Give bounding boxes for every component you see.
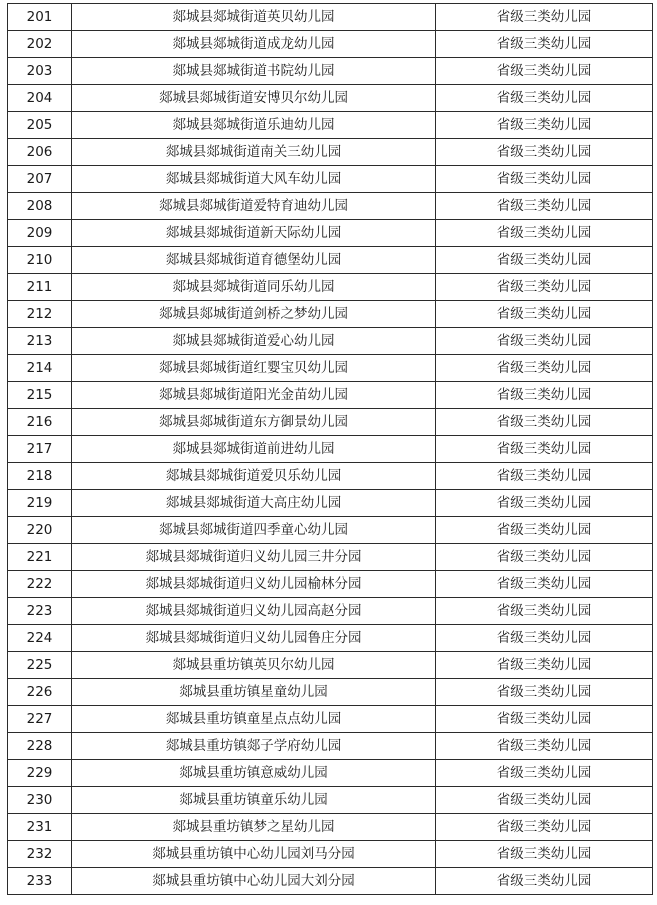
row-number-cell: 219	[8, 490, 72, 517]
table-row	[8, 409, 653, 436]
row-number-cell: 222	[8, 571, 72, 598]
kindergarten-name-cell: 郯城县重坊镇郯子学府幼儿园	[72, 733, 436, 760]
kindergarten-name-cell: 郯城县重坊镇中心幼儿园刘马分园	[72, 841, 436, 868]
row-number-cell: 216	[8, 409, 72, 436]
page-bottom-edge	[0, 896, 657, 905]
kindergarten-level-cell: 省级三类幼儿园	[436, 436, 653, 463]
row-number-cell: 232	[8, 841, 72, 868]
row-number-cell: 229	[8, 760, 72, 787]
kindergarten-level-cell: 省级三类幼儿园	[436, 841, 653, 868]
kindergarten-name-cell: 郯城县郯城街道乐迪幼儿园	[72, 112, 436, 139]
kindergarten-name-cell: 郯城县郯城街道剑桥之梦幼儿园	[72, 301, 436, 328]
kindergarten-level-cell: 省级三类幼儿园	[436, 814, 653, 841]
kindergarten-name-cell: 郯城县重坊镇英贝尔幼儿园	[72, 652, 436, 679]
row-number-cell: 228	[8, 733, 72, 760]
table-row	[8, 85, 653, 112]
row-number-cell: 225	[8, 652, 72, 679]
table-row	[8, 58, 653, 85]
row-number-cell: 233	[8, 868, 72, 895]
table-row	[8, 598, 653, 625]
table-row	[8, 139, 653, 166]
kindergarten-level-cell: 省级三类幼儿园	[436, 220, 653, 247]
kindergarten-level-cell: 省级三类幼儿园	[436, 355, 653, 382]
row-number-cell: 211	[8, 274, 72, 301]
row-number-cell: 210	[8, 247, 72, 274]
kindergarten-level-cell: 省级三类幼儿园	[436, 193, 653, 220]
kindergarten-name-cell: 郯城县重坊镇童星点点幼儿园	[72, 706, 436, 733]
table-row	[8, 463, 653, 490]
kindergarten-level-cell: 省级三类幼儿园	[436, 85, 653, 112]
row-number-cell: 215	[8, 382, 72, 409]
kindergarten-level-cell: 省级三类幼儿园	[436, 868, 653, 895]
table-row	[8, 814, 653, 841]
kindergarten-name-cell: 郯城县郯城街道爱特育迪幼儿园	[72, 193, 436, 220]
kindergarten-name-cell: 郯城县郯城街道四季童心幼儿园	[72, 517, 436, 544]
table-row	[8, 517, 653, 544]
kindergarten-name-cell: 郯城县郯城街道归义幼儿园高赵分园	[72, 598, 436, 625]
kindergarten-level-cell: 省级三类幼儿园	[436, 625, 653, 652]
kindergarten-name-cell: 郯城县郯城街道大风车幼儿园	[72, 166, 436, 193]
kindergarten-level-cell: 省级三类幼儿园	[436, 787, 653, 814]
table-row	[8, 436, 653, 463]
kindergarten-name-cell: 郯城县郯城街道育德堡幼儿园	[72, 247, 436, 274]
row-number-cell: 201	[8, 4, 72, 31]
kindergarten-level-cell: 省级三类幼儿园	[436, 409, 653, 436]
row-number-cell: 208	[8, 193, 72, 220]
row-number-cell: 207	[8, 166, 72, 193]
kindergarten-name-cell: 郯城县重坊镇中心幼儿园大刘分园	[72, 868, 436, 895]
table-row	[8, 652, 653, 679]
table-row	[8, 625, 653, 652]
row-number-cell: 204	[8, 85, 72, 112]
kindergarten-name-cell: 郯城县重坊镇意威幼儿园	[72, 760, 436, 787]
kindergarten-level-cell: 省级三类幼儿园	[436, 382, 653, 409]
kindergarten-name-cell: 郯城县郯城街道南关三幼儿园	[72, 139, 436, 166]
table-row	[8, 787, 653, 814]
kindergarten-level-cell: 省级三类幼儿园	[436, 544, 653, 571]
kindergarten-name-cell: 郯城县郯城街道同乐幼儿园	[72, 274, 436, 301]
table-row	[8, 760, 653, 787]
row-number-cell: 214	[8, 355, 72, 382]
row-number-cell: 218	[8, 463, 72, 490]
table-body	[8, 4, 653, 895]
kindergarten-level-cell: 省级三类幼儿园	[436, 247, 653, 274]
row-number-cell: 203	[8, 58, 72, 85]
row-number-cell: 231	[8, 814, 72, 841]
kindergarten-level-cell: 省级三类幼儿园	[436, 112, 653, 139]
kindergarten-name-cell: 郯城县郯城街道阳光金苗幼儿园	[72, 382, 436, 409]
kindergarten-level-cell: 省级三类幼儿园	[436, 31, 653, 58]
kindergarten-name-cell: 郯城县郯城街道归义幼儿园鲁庄分园	[72, 625, 436, 652]
kindergarten-name-cell: 郯城县郯城街道成龙幼儿园	[72, 31, 436, 58]
kindergarten-name-cell: 郯城县郯城街道书院幼儿园	[72, 58, 436, 85]
table-row	[8, 382, 653, 409]
table-row	[8, 571, 653, 598]
kindergarten-level-cell: 省级三类幼儿园	[436, 490, 653, 517]
kindergarten-name-cell: 郯城县郯城街道爱心幼儿园	[72, 328, 436, 355]
row-number-cell: 217	[8, 436, 72, 463]
kindergarten-level-cell: 省级三类幼儿园	[436, 679, 653, 706]
kindergarten-name-cell: 郯城县郯城街道爱贝乐幼儿园	[72, 463, 436, 490]
table-row	[8, 247, 653, 274]
table-row	[8, 166, 653, 193]
row-number-cell: 224	[8, 625, 72, 652]
kindergarten-list-table	[7, 3, 653, 895]
kindergarten-level-cell: 省级三类幼儿园	[436, 139, 653, 166]
kindergarten-name-cell: 郯城县郯城街道红婴宝贝幼儿园	[72, 355, 436, 382]
kindergarten-name-cell: 郯城县郯城街道前进幼儿园	[72, 436, 436, 463]
kindergarten-level-cell: 省级三类幼儿园	[436, 166, 653, 193]
kindergarten-level-cell: 省级三类幼儿园	[436, 706, 653, 733]
kindergarten-level-cell: 省级三类幼儿园	[436, 760, 653, 787]
kindergarten-level-cell: 省级三类幼儿园	[436, 517, 653, 544]
table-row	[8, 301, 653, 328]
kindergarten-name-cell: 郯城县郯城街道安博贝尔幼儿园	[72, 85, 436, 112]
table-row	[8, 679, 653, 706]
kindergarten-name-cell: 郯城县郯城街道归义幼儿园三井分园	[72, 544, 436, 571]
kindergarten-level-cell: 省级三类幼儿园	[436, 652, 653, 679]
table-row	[8, 4, 653, 31]
table-row	[8, 490, 653, 517]
table-row	[8, 355, 653, 382]
table-row	[8, 274, 653, 301]
kindergarten-level-cell: 省级三类幼儿园	[436, 58, 653, 85]
row-number-cell: 227	[8, 706, 72, 733]
kindergarten-level-cell: 省级三类幼儿园	[436, 571, 653, 598]
row-number-cell: 226	[8, 679, 72, 706]
kindergarten-level-cell: 省级三类幼儿园	[436, 328, 653, 355]
kindergarten-name-cell: 郯城县重坊镇童乐幼儿园	[72, 787, 436, 814]
kindergarten-name-cell: 郯城县郯城街道新天际幼儿园	[72, 220, 436, 247]
kindergarten-level-cell: 省级三类幼儿园	[436, 733, 653, 760]
table-row	[8, 868, 653, 895]
kindergarten-name-cell: 郯城县郯城街道大高庄幼儿园	[72, 490, 436, 517]
kindergarten-name-cell: 郯城县郯城街道东方御景幼儿园	[72, 409, 436, 436]
table-row	[8, 544, 653, 571]
row-number-cell: 206	[8, 139, 72, 166]
row-number-cell: 202	[8, 31, 72, 58]
row-number-cell: 209	[8, 220, 72, 247]
table-row	[8, 733, 653, 760]
row-number-cell: 212	[8, 301, 72, 328]
kindergarten-level-cell: 省级三类幼儿园	[436, 463, 653, 490]
table-row	[8, 193, 653, 220]
kindergarten-level-cell: 省级三类幼儿园	[436, 301, 653, 328]
table-row	[8, 841, 653, 868]
kindergarten-level-cell: 省级三类幼儿园	[436, 598, 653, 625]
table-row	[8, 328, 653, 355]
kindergarten-name-cell: 郯城县重坊镇星童幼儿园	[72, 679, 436, 706]
table-row	[8, 31, 653, 58]
table-row	[8, 706, 653, 733]
row-number-cell: 205	[8, 112, 72, 139]
kindergarten-name-cell: 郯城县郯城街道英贝幼儿园	[72, 4, 436, 31]
kindergarten-level-cell: 省级三类幼儿园	[436, 4, 653, 31]
row-number-cell: 213	[8, 328, 72, 355]
row-number-cell: 221	[8, 544, 72, 571]
row-number-cell: 230	[8, 787, 72, 814]
table-row	[8, 220, 653, 247]
kindergarten-name-cell: 郯城县郯城街道归义幼儿园榆林分园	[72, 571, 436, 598]
row-number-cell: 223	[8, 598, 72, 625]
kindergarten-name-cell: 郯城县重坊镇梦之星幼儿园	[72, 814, 436, 841]
kindergarten-level-cell: 省级三类幼儿园	[436, 274, 653, 301]
row-number-cell: 220	[8, 517, 72, 544]
table-row	[8, 112, 653, 139]
